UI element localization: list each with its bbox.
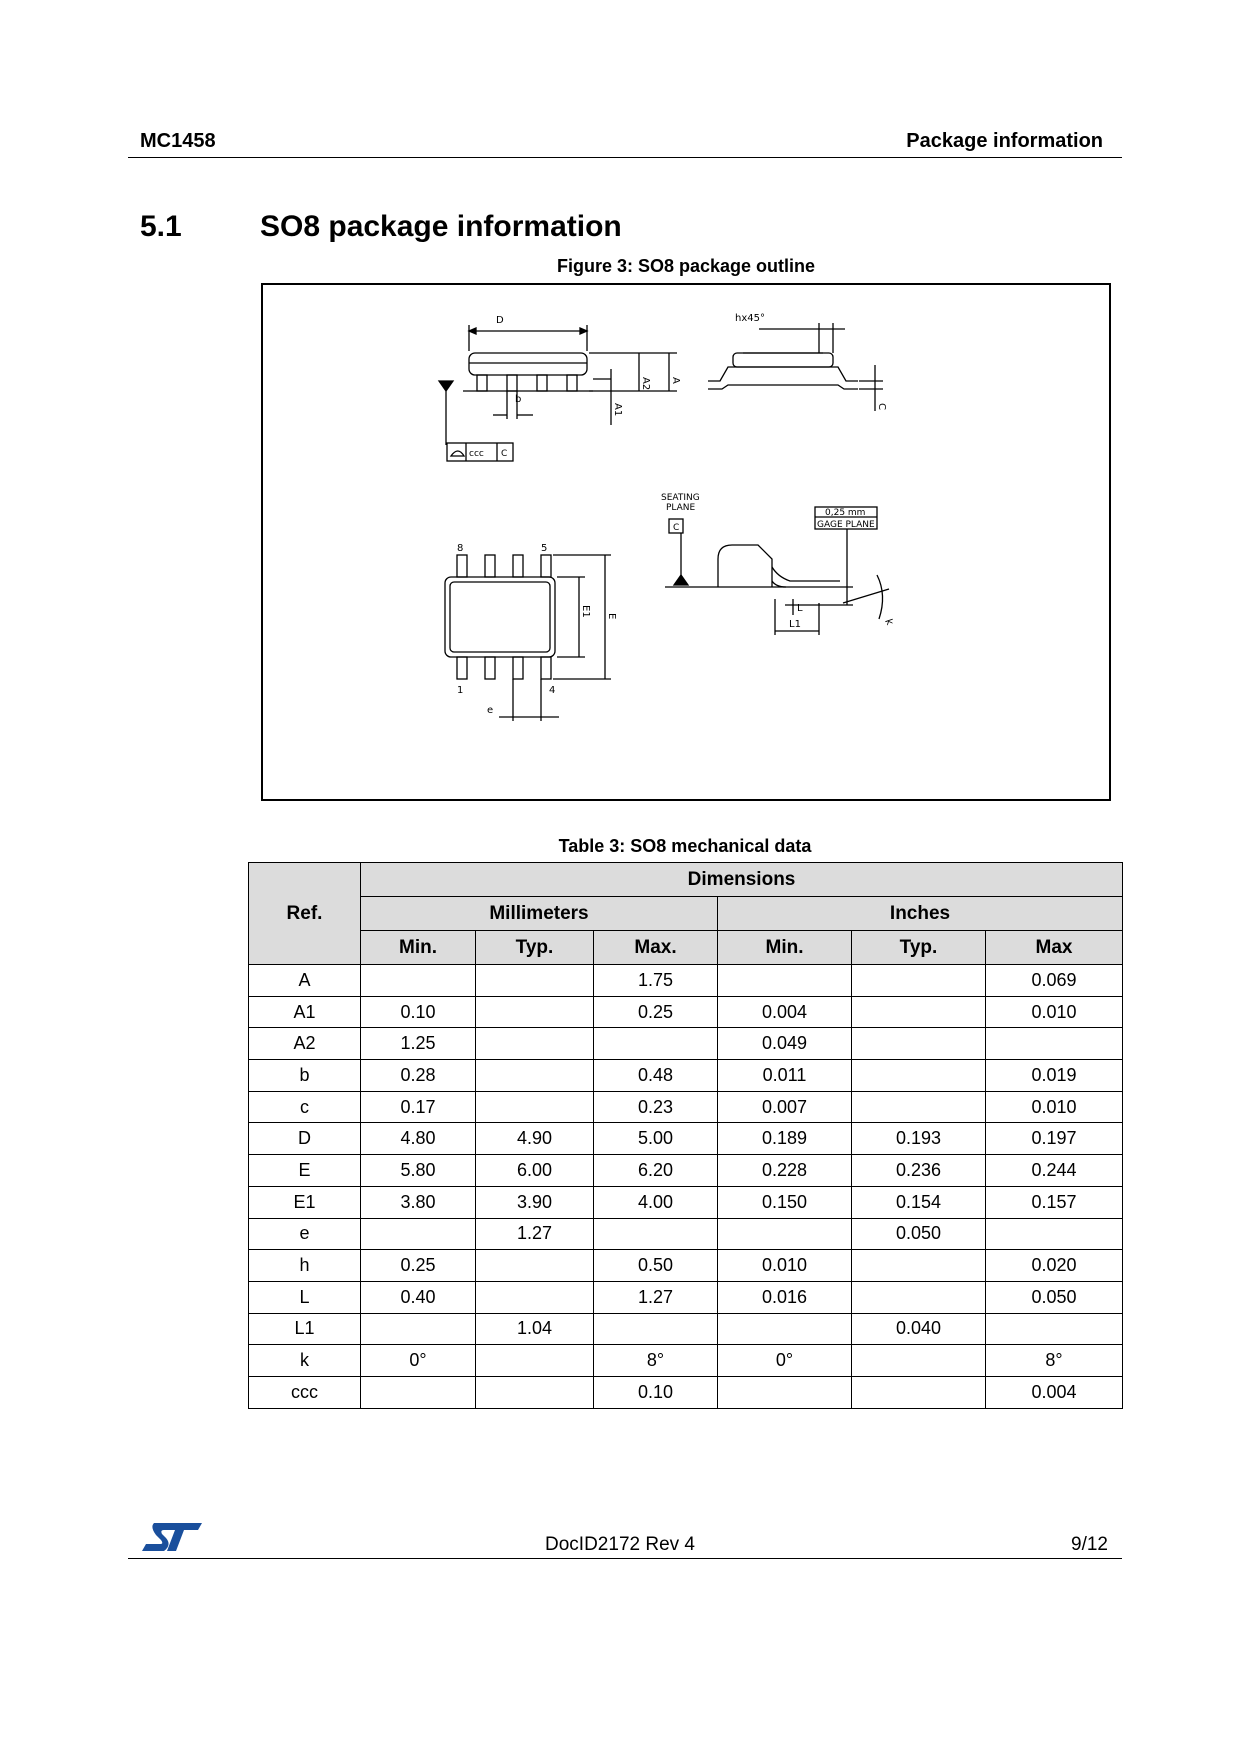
value-cell: [986, 1313, 1123, 1345]
value-cell: [476, 1091, 594, 1123]
value-cell: [476, 1028, 594, 1060]
gage-value: 0,25 mm: [825, 508, 866, 518]
value-cell: [852, 1345, 986, 1377]
col-header-in-max: Max: [986, 931, 1123, 965]
value-cell: [476, 1376, 594, 1408]
ref-cell: L: [249, 1281, 361, 1313]
value-cell: 0.25: [594, 996, 718, 1028]
table-row: [249, 1123, 1123, 1155]
table-row: [249, 965, 1123, 997]
table-row: [249, 1028, 1123, 1060]
value-cell: [718, 1313, 852, 1345]
value-cell: 0.050: [852, 1218, 986, 1250]
side-view: [439, 325, 677, 461]
ref-cell: e: [249, 1218, 361, 1250]
dim-label-A2: A2: [640, 377, 651, 391]
value-cell: [718, 965, 852, 997]
pin-label-5: 5: [541, 543, 548, 554]
header-rule: [128, 157, 1122, 158]
table-row: [249, 1060, 1123, 1092]
value-cell: [594, 1028, 718, 1060]
table-row: [249, 1091, 1123, 1123]
pin-label-8: 8: [457, 543, 464, 554]
value-cell: 0.28: [361, 1060, 476, 1092]
value-cell: 4.80: [361, 1123, 476, 1155]
value-cell: 6.20: [594, 1155, 718, 1187]
table-row: [249, 1250, 1123, 1282]
seating-plane-datum: C: [673, 523, 680, 533]
value-cell: 0.069: [986, 965, 1123, 997]
value-cell: 0.50: [594, 1250, 718, 1282]
table-row: [249, 1155, 1123, 1187]
seating-plane-label-1: SEATING: [661, 493, 700, 503]
value-cell: 0.011: [718, 1060, 852, 1092]
value-cell: 1.25: [361, 1028, 476, 1060]
value-cell: 4.00: [594, 1186, 718, 1218]
dim-label-A: A: [670, 377, 681, 384]
figure-caption: Figure 3: SO8 package outline: [556, 256, 816, 276]
value-cell: 0.23: [594, 1091, 718, 1123]
col-header-in-min: Min.: [718, 931, 852, 965]
value-cell: [476, 1250, 594, 1282]
section-title: SO8 package information: [260, 210, 622, 243]
footer-page-number: 9/12: [1071, 1534, 1108, 1555]
ref-cell: c: [249, 1091, 361, 1123]
value-cell: 0.40: [361, 1281, 476, 1313]
value-cell: 0.197: [986, 1123, 1123, 1155]
value-cell: 0.10: [361, 996, 476, 1028]
table-row: [249, 1218, 1123, 1250]
value-cell: [718, 1218, 852, 1250]
dim-label-L: L: [797, 603, 803, 614]
footer-rule: [128, 1558, 1122, 1559]
package-outline-figure: [261, 283, 1111, 801]
table-row: [249, 1186, 1123, 1218]
value-cell: [594, 1313, 718, 1345]
ref-cell: ccc: [249, 1376, 361, 1408]
table-row: [249, 1281, 1123, 1313]
footer-doc-id: DocID2172 Rev 4: [545, 1534, 695, 1555]
top-view: [445, 555, 611, 721]
value-cell: 0.007: [718, 1091, 852, 1123]
value-cell: [852, 1060, 986, 1092]
value-cell: [852, 1028, 986, 1060]
ccc-label: ccc: [469, 449, 484, 459]
value-cell: 0.157: [986, 1186, 1123, 1218]
value-cell: 0.010: [986, 996, 1123, 1028]
value-cell: 0.010: [986, 1091, 1123, 1123]
value-cell: 0.019: [986, 1060, 1123, 1092]
col-header-mm-max: Max.: [594, 931, 718, 965]
pin-label-4: 4: [549, 685, 556, 696]
col-header-mm-typ: Typ.: [476, 931, 594, 965]
seating-plane-label-2: PLANE: [666, 503, 696, 513]
header-section-title: Package information: [906, 130, 1103, 152]
value-cell: [852, 965, 986, 997]
value-cell: 1.27: [594, 1281, 718, 1313]
ref-cell: b: [249, 1060, 361, 1092]
dim-label-D: D: [496, 315, 504, 326]
end-view: [708, 323, 883, 411]
value-cell: [852, 1376, 986, 1408]
value-cell: [852, 1091, 986, 1123]
value-cell: 0.004: [986, 1376, 1123, 1408]
ref-cell: E1: [249, 1186, 361, 1218]
ref-cell: k: [249, 1345, 361, 1377]
value-cell: 0.050: [986, 1281, 1123, 1313]
col-header-mm-min: Min.: [361, 931, 476, 965]
value-cell: 0.228: [718, 1155, 852, 1187]
dim-label-L1: L1: [789, 619, 801, 630]
dim-label-e: e: [487, 705, 494, 716]
value-cell: 3.80: [361, 1186, 476, 1218]
package-outline-drawing: [263, 285, 1109, 799]
value-cell: 0.049: [718, 1028, 852, 1060]
table-row: [249, 1345, 1123, 1377]
value-cell: 1.04: [476, 1313, 594, 1345]
ref-cell: E: [249, 1155, 361, 1187]
value-cell: 0.154: [852, 1186, 986, 1218]
value-cell: 0.10: [594, 1376, 718, 1408]
ref-header: Ref.: [249, 863, 361, 965]
value-cell: 1.27: [476, 1218, 594, 1250]
ref-cell: L1: [249, 1313, 361, 1345]
ref-cell: A1: [249, 996, 361, 1028]
value-cell: 5.80: [361, 1155, 476, 1187]
ref-cell: A: [249, 965, 361, 997]
dim-label-k: k: [882, 617, 895, 628]
table-row: [249, 1313, 1123, 1345]
dim-label-hx45: hx45°: [735, 313, 765, 324]
value-cell: 0.020: [986, 1250, 1123, 1282]
value-cell: [476, 996, 594, 1028]
value-cell: 0.150: [718, 1186, 852, 1218]
value-cell: 4.90: [476, 1123, 594, 1155]
value-cell: [476, 1281, 594, 1313]
header-doc-title: MC1458: [140, 130, 216, 152]
value-cell: 1.75: [594, 965, 718, 997]
section-number: 5.1: [140, 210, 182, 243]
gage-plane-label: GAGE PLANE: [817, 520, 875, 530]
value-cell: [986, 1218, 1123, 1250]
value-cell: 0.189: [718, 1123, 852, 1155]
value-cell: [361, 1376, 476, 1408]
table-body: [249, 965, 1123, 1409]
value-cell: 0°: [718, 1345, 852, 1377]
value-cell: [852, 996, 986, 1028]
value-cell: 0.010: [718, 1250, 852, 1282]
value-cell: 6.00: [476, 1155, 594, 1187]
dim-label-E: E: [606, 613, 617, 620]
value-cell: 0°: [361, 1345, 476, 1377]
ref-cell: h: [249, 1250, 361, 1282]
value-cell: [594, 1218, 718, 1250]
value-cell: [718, 1376, 852, 1408]
table-row: [249, 1376, 1123, 1408]
inches-header: Inches: [718, 897, 1123, 931]
value-cell: [476, 1060, 594, 1092]
value-cell: 0.48: [594, 1060, 718, 1092]
value-cell: 0.040: [852, 1313, 986, 1345]
value-cell: 8°: [594, 1345, 718, 1377]
value-cell: 0.236: [852, 1155, 986, 1187]
table-row: [249, 996, 1123, 1028]
value-cell: 0.004: [718, 996, 852, 1028]
value-cell: [476, 1345, 594, 1377]
millimeters-header: Millimeters: [361, 897, 718, 931]
value-cell: [476, 965, 594, 997]
value-cell: 0.25: [361, 1250, 476, 1282]
pin-label-1: 1: [457, 685, 464, 696]
value-cell: 3.90: [476, 1186, 594, 1218]
value-cell: 0.244: [986, 1155, 1123, 1187]
ref-cell: D: [249, 1123, 361, 1155]
value-cell: [852, 1250, 986, 1282]
value-cell: 8°: [986, 1345, 1123, 1377]
value-cell: [986, 1028, 1123, 1060]
dim-label-E1: E1: [580, 605, 591, 618]
value-cell: [361, 1313, 476, 1345]
value-cell: [361, 965, 476, 997]
value-cell: [361, 1218, 476, 1250]
value-cell: 5.00: [594, 1123, 718, 1155]
mechanical-data-table: [248, 862, 1123, 1409]
dimensions-header: Dimensions: [361, 863, 1123, 897]
dim-label-b: b: [515, 394, 522, 405]
table-caption: Table 3: SO8 mechanical data: [558, 836, 812, 856]
value-cell: 0.016: [718, 1281, 852, 1313]
dim-label-c: C: [876, 403, 887, 410]
value-cell: 0.193: [852, 1123, 986, 1155]
ccc-datum: C: [501, 449, 508, 459]
dim-label-A1: A1: [612, 403, 623, 417]
ref-cell: A2: [249, 1028, 361, 1060]
value-cell: 0.17: [361, 1091, 476, 1123]
col-header-in-typ: Typ.: [852, 931, 986, 965]
value-cell: [852, 1281, 986, 1313]
